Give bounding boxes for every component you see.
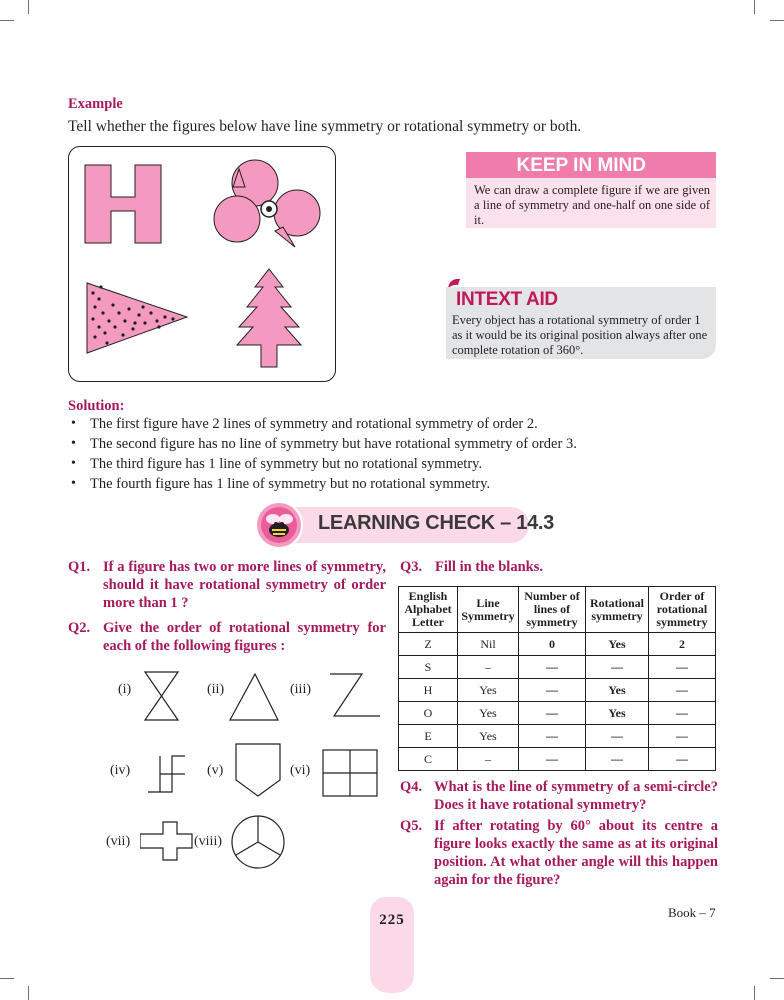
crop-mark: [754, 986, 755, 1000]
table-cell: —: [649, 679, 716, 702]
intext-aid-box: [446, 287, 716, 359]
dotted-triangle-figure: [87, 283, 187, 353]
keep-in-mind-text: We can draw a complete figure if we are given a line of symmetry and one-half on one side of it.: [474, 183, 710, 227]
figure-label-v: (v): [207, 763, 224, 778]
pine-tree-figure: [237, 269, 301, 367]
table-cell: –: [458, 656, 519, 679]
table-cell: —: [519, 702, 586, 725]
crop-mark: [28, 986, 29, 1000]
question-q3: [400, 558, 720, 576]
three-petal-flower-figure: [214, 160, 320, 247]
table-cell: Yes: [458, 725, 519, 748]
book-label: Book – 7: [668, 905, 716, 920]
example-instruction: Tell whether the figures below have line symmetry or rotational symmetry or both.: [68, 118, 582, 135]
question-text: If after rotating by 60° about its centre a figure looks exactly the same as at its original position. At what other angle will this happen again for the figure?: [434, 818, 718, 888]
figure-label-vii: (vii): [106, 834, 131, 849]
question-number: Q5.: [400, 818, 423, 834]
table-header: Order of rotational symmetry: [649, 587, 716, 633]
list-item: • The first figure have 2 lines of symmetry and rotational symmetry of order 2.: [71, 416, 538, 432]
table-cell: Yes: [586, 679, 649, 702]
table-cell: —: [586, 725, 649, 748]
table-cell: H: [399, 679, 458, 702]
question-number: Q2.: [68, 620, 91, 636]
table-cell: S: [399, 656, 458, 679]
table-cell: E: [399, 725, 458, 748]
table-cell: O: [399, 702, 458, 725]
table-cell: Yes: [458, 702, 519, 725]
question-text: Fill in the blanks.: [435, 559, 543, 575]
table-row: [399, 633, 716, 656]
pentagon-figure: [236, 744, 280, 796]
question-q4: [400, 778, 718, 814]
question-text: What is the line of symmetry of a semi-circle? Does it have rotational symmetry?: [434, 779, 718, 813]
z-shape-figure: [330, 674, 380, 716]
symmetry-table: [398, 586, 716, 771]
question-number: Q3.: [400, 559, 423, 575]
table-cell: Yes: [458, 679, 519, 702]
table-cell: —: [586, 656, 649, 679]
table-cell: Z: [399, 633, 458, 656]
table-cell: —: [649, 725, 716, 748]
list-item: • The third figure has 1 line of symmetry but no rotational symmetry.: [71, 456, 483, 472]
table-header-row: [399, 587, 716, 633]
table-cell: Nil: [458, 633, 519, 656]
table-row: [399, 702, 716, 725]
crop-mark: [0, 978, 14, 979]
table-cell: —: [519, 725, 586, 748]
question-q5: [400, 817, 718, 889]
question-q2: [68, 619, 386, 655]
crop-mark: [770, 20, 784, 21]
crop-mark: [0, 20, 14, 21]
learning-check-title: LEARNING CHECK – 14.3: [318, 512, 554, 534]
figure-label-iv: (iv): [110, 763, 131, 778]
table-cell: Yes: [586, 633, 649, 656]
keep-in-mind-box: [466, 152, 716, 228]
figure-label-iii: (iii): [290, 682, 311, 697]
keep-in-mind-title: KEEP IN MIND: [466, 152, 716, 178]
pinwheel-cross-figure: [148, 756, 185, 792]
question-text: Give the order of rotational symmetry for each of the following figures :: [103, 620, 386, 654]
table-cell: —: [519, 679, 586, 702]
table-row: [399, 679, 716, 702]
table-header: English Alphabet Letter: [399, 587, 458, 633]
table-row: [399, 725, 716, 748]
table-row: [399, 656, 716, 679]
table-cell: Yes: [586, 702, 649, 725]
example-heading: Example: [68, 96, 123, 112]
crop-mark: [770, 978, 784, 979]
table-cell: —: [649, 748, 716, 771]
table-cell: —: [649, 656, 716, 679]
solution-heading: Solution:: [68, 398, 125, 414]
figure-label-i: (i): [118, 682, 132, 697]
triangle-figure: [230, 674, 278, 720]
question-number: Q4.: [400, 779, 423, 795]
list-item: • The fourth figure has 1 line of symmetry but no rotational symmetry.: [71, 476, 491, 492]
table-cell: –: [458, 748, 519, 771]
hourglass-figure: [145, 672, 178, 720]
example-figures: [69, 147, 335, 381]
intext-aid-text: Every object has a rotational symmetry of order 1 as it would be its original position always after one complete rotation of 360°.: [452, 313, 708, 357]
page-number: 225: [379, 912, 405, 928]
question-number: Q1.: [68, 559, 91, 575]
table-cell: —: [586, 748, 649, 771]
table-cell: —: [649, 702, 716, 725]
table-cell: 2: [649, 633, 716, 656]
table-header: Rotational symmetry: [586, 587, 649, 633]
crop-mark: [28, 0, 29, 14]
list-item: • The second figure has no line of symmetry but have rotational symmetry of order 3.: [71, 436, 577, 452]
plus-figure: [140, 822, 192, 860]
question-q1: [68, 558, 386, 612]
table-header: Number of lines of symmetry: [519, 587, 586, 633]
h-shape-figure: [85, 165, 161, 243]
crop-mark: [754, 0, 755, 14]
question-text: If a figure has two or more lines of symmetry, should it have rotational symmetry of order more than 1 ?: [103, 559, 386, 611]
figure-label-ii: (ii): [207, 682, 225, 697]
rotational-symmetry-figures: [140, 664, 390, 874]
intext-aid-title: INTEXT AID: [456, 289, 558, 310]
table-cell: —: [519, 748, 586, 771]
example-figures-box: [68, 146, 336, 382]
table-cell: 0: [519, 633, 586, 656]
figure-label-viii: (viii): [194, 834, 222, 849]
table-cell: C: [399, 748, 458, 771]
table-header: Line Symmetry: [458, 587, 519, 633]
table-row: [399, 748, 716, 771]
solution-list: [68, 414, 708, 494]
table-cell: —: [519, 656, 586, 679]
figure-label-vi: (vi): [290, 763, 311, 778]
learning-check-bee-icon: [254, 500, 304, 550]
